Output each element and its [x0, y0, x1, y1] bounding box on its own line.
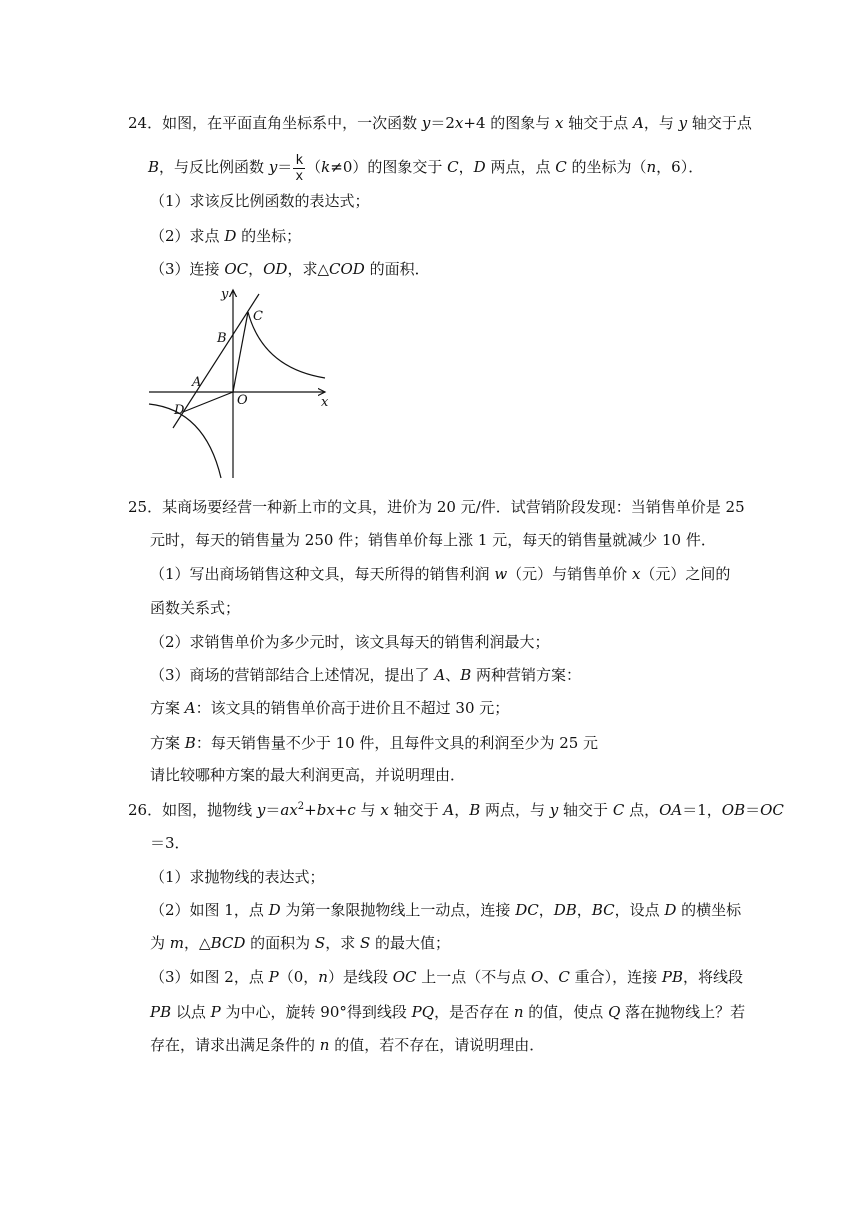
q24-sub2: （2）求点 D 的坐标； [150, 227, 302, 245]
q26-sub2b: 为 m，△BCD 的面积为 S，求 S 的最大值； [150, 934, 451, 952]
q25-plan-a: 方案 A：该文具的销售单价高于进价且不超过 30 元； [150, 699, 510, 717]
q25-compare: 请比较哪种方案的最大利润更高，并说明理由． [150, 766, 466, 784]
segment-OC [233, 312, 248, 392]
q25-sub1a: （1）写出商场销售这种文具，每天所得的销售利润 w（元）与销售单价 x（元）之间的 [150, 565, 731, 583]
q26-sub1: （1）求抛物线的表达式； [150, 868, 325, 886]
q26-line1: 26．如图，抛物线 $y=ax^2+bx+c$ 与 x 轴交于 A，B 两点，与 y 轴交于 C 点，OA＝1，OB＝OC [128, 801, 784, 819]
label-A: A [192, 375, 202, 390]
label-B: B [217, 331, 227, 346]
q25-sub2: （2）求销售单价为多少元时，该文具每天的销售利润最大； [150, 633, 550, 651]
q25-number: 25． [128, 498, 163, 516]
label-C: C [253, 309, 263, 324]
q25-sub3: （3）商场的营销部结合上述情况，提出了 A、B 两种营销方案： [150, 666, 581, 684]
q25-sub1b: 函数关系式； [150, 599, 241, 617]
label-O: O [237, 393, 248, 408]
q26-line2: ＝3． [150, 834, 190, 852]
segment-OD [183, 392, 233, 412]
q25-line1: 25．某商场要经营一种新上市的文具，进价为 20 元/件．试营销阶段发现：当销售单价是 25 [128, 498, 745, 516]
q25-line2: 元时，每天的销售量为 250 件；销售单价每上涨 1 元，每天的销售量就减少 10 件． [150, 531, 716, 549]
fraction-k-over-x: $\frac{k}{x}$ [295, 152, 304, 184]
q26-sub3a: （3）如图 2，点 P（0，n）是线段 OC 上一点（不与点 O、C 重合），连接 PB，将线段 [150, 968, 744, 986]
q25-plan-b: 方案 B：每天销售量不少于 10 件，且每件文具的利润至少为 25 元 [150, 734, 599, 752]
q26-sub2a: （2）如图 1，点 D 为第一象限抛物线上一动点，连接 DC，DB，BC，设点 D 的横坐标 [150, 901, 742, 919]
hyperbola-branch-third-quadrant [149, 404, 221, 478]
q24-line2: B，与反比例函数 y＝ $\frac{k}{x}$ （k≠0）的图象交于 C，D 两点，点 C 的坐标为（n，6）． [148, 152, 704, 184]
q26-number: 26． [128, 801, 163, 819]
q24-sub3: （3）连接 OC，OD，求△COD 的面积． [150, 260, 430, 278]
q24-figure [145, 282, 345, 482]
label-x: x [321, 395, 329, 410]
q26-sub3c: 存在，请求出满足条件的 n 的值，若不存在，请说明理由． [150, 1036, 545, 1054]
q24-sub1: （1）求该反比例函数的表达式； [150, 192, 370, 210]
q24-line1: 24．如图，在平面直角坐标系中，一次函数 y＝2x+4 的图象与 x 轴交于点 A，与 y 轴交于点 [128, 114, 752, 132]
q24-number: 24． [128, 114, 163, 132]
label-y: y [221, 287, 229, 302]
q26-sub3b: PB 以点 P 为中心，旋转 90°得到线段 PQ，是否存在 n 的值，使点 Q 落在抛物线上？若 [150, 1003, 746, 1021]
label-D: D [174, 403, 185, 418]
